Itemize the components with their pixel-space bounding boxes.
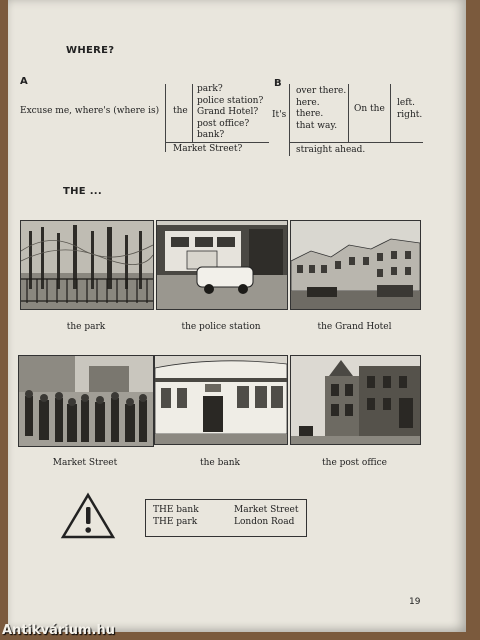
directions-list <box>397 98 422 121</box>
divider <box>348 84 349 142</box>
box-left-item: THE park <box>153 517 198 527</box>
article-the: the <box>173 106 188 116</box>
place-item: Grand Hotel? <box>197 107 259 117</box>
place-item: police station? <box>197 95 264 106</box>
bank-photo <box>154 355 288 445</box>
its-phrase: It's <box>272 110 287 120</box>
location-item: that way. <box>296 120 338 131</box>
location-item: here. <box>296 97 320 108</box>
post-office-photo-icon <box>291 356 420 444</box>
police-station-photo <box>156 220 288 310</box>
article-usage-box <box>145 499 307 537</box>
direction-item: right. <box>397 109 423 120</box>
location-item: there. <box>296 109 324 119</box>
divider <box>289 84 290 156</box>
box-right-item: Market Street <box>234 505 299 515</box>
photo-caption: Market Street <box>52 458 118 468</box>
excuse-me-phrase: Excuse me, where's (where is) <box>20 106 160 116</box>
page-number: 19 <box>409 597 421 607</box>
police-station-photo-icon <box>157 221 287 309</box>
hotel-photo-icon <box>291 221 420 309</box>
photo-caption: the bank <box>200 458 240 468</box>
post-office-photo <box>290 355 421 445</box>
straight-ahead-phrase: straight ahead. <box>296 145 366 155</box>
hotel-photo <box>290 220 421 310</box>
box-right-item: London Road <box>234 517 295 527</box>
photo-caption: the post office <box>322 458 387 468</box>
warning-icon <box>60 492 116 540</box>
park-photo <box>20 220 154 310</box>
divider <box>289 142 423 143</box>
market-street-photo-icon <box>19 356 153 446</box>
place-item-market-street: Market Street? <box>173 144 243 154</box>
divider <box>165 142 269 143</box>
park-photo-icon <box>21 221 153 309</box>
on-the-phrase: On the <box>354 104 385 114</box>
the-heading: THE ... <box>63 186 102 197</box>
watermark: Antikvárium.hu <box>2 623 115 638</box>
photo-caption: the Grand Hotel <box>317 322 392 332</box>
section-a-label: A <box>20 76 29 87</box>
location-item: over there. <box>296 86 347 96</box>
divider <box>390 84 391 142</box>
section-b-label: B <box>274 78 282 89</box>
place-item: park? <box>197 84 223 94</box>
bank-photo-icon <box>155 356 287 444</box>
places-list <box>197 84 263 142</box>
locations-list <box>296 86 346 132</box>
page-title: WHERE? <box>66 45 115 56</box>
direction-item: left. <box>397 98 416 108</box>
place-item: post office? <box>197 118 250 129</box>
market-street-photo <box>18 355 154 447</box>
photo-caption: the police station <box>181 322 261 332</box>
divider <box>192 84 193 142</box>
place-item: bank? <box>197 130 225 140</box>
photo-caption: the park <box>66 322 106 332</box>
box-left-item: THE bank <box>153 505 199 515</box>
textbook-page <box>8 0 466 632</box>
